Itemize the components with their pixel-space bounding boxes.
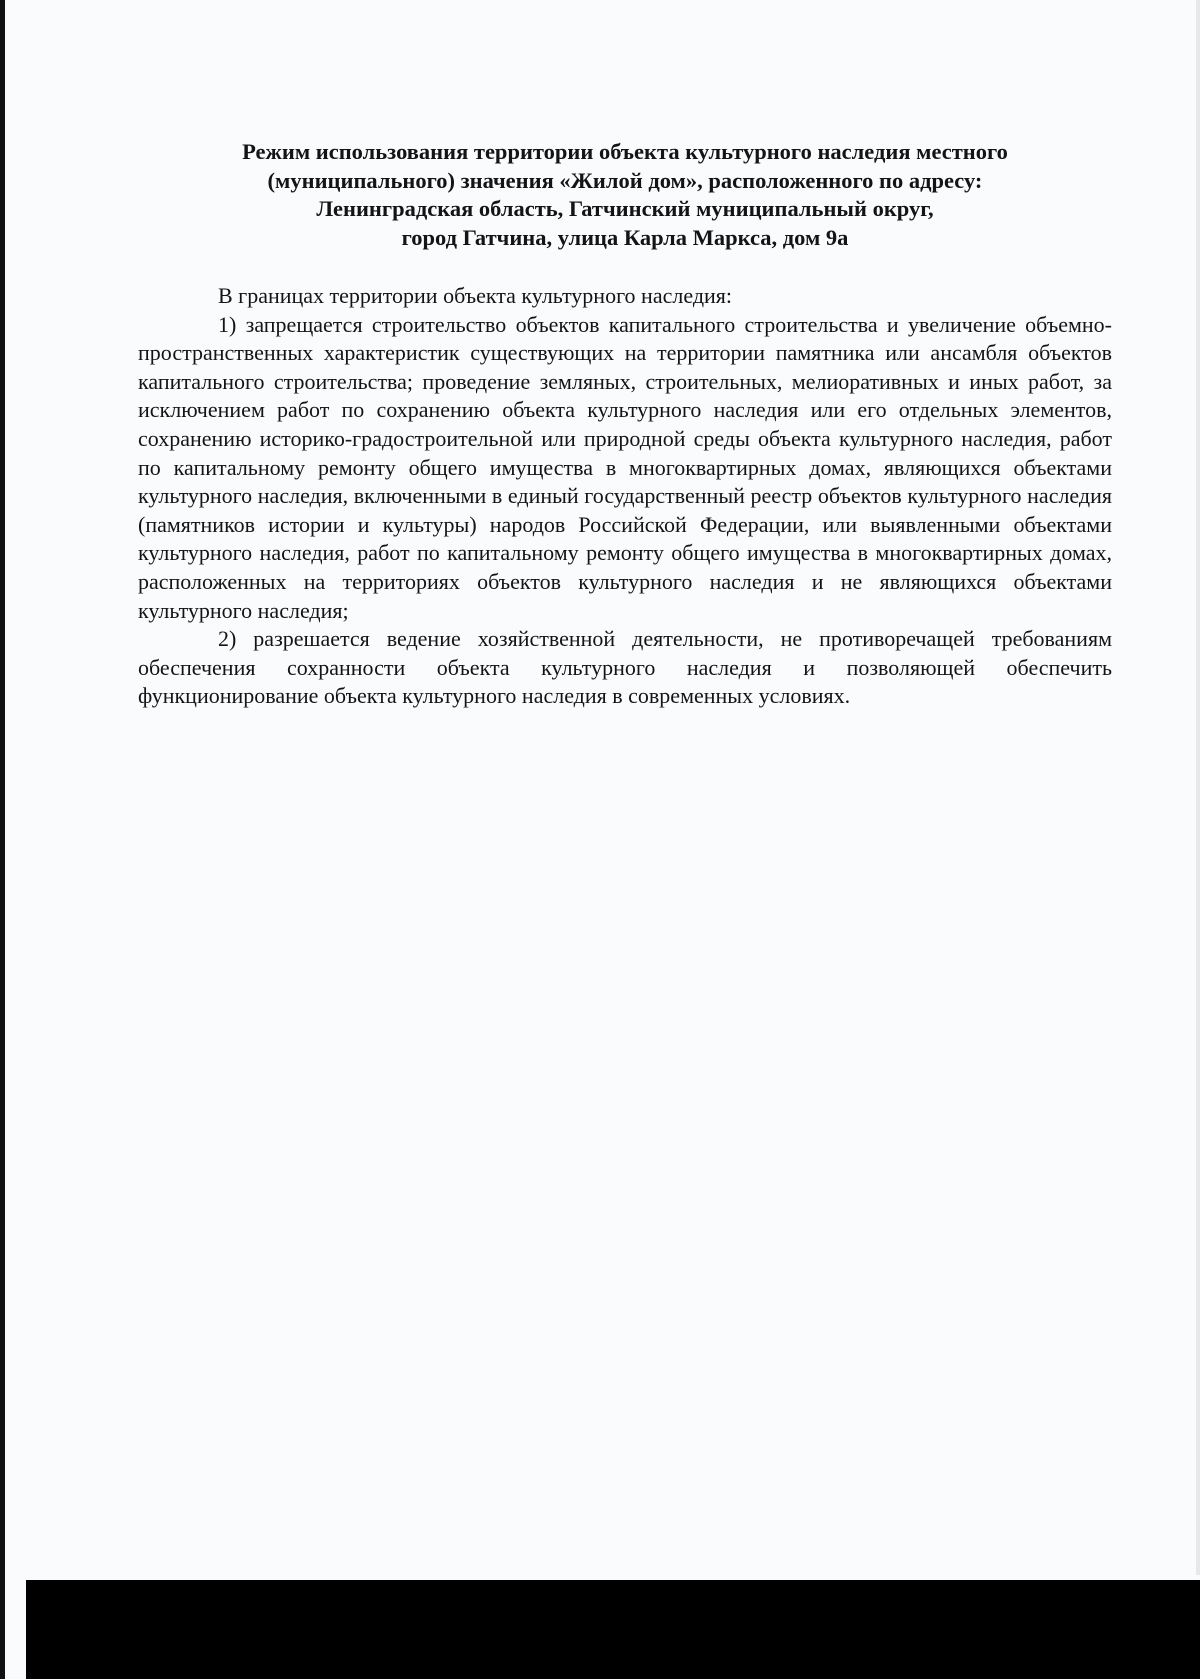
list-item-1: 1) запрещается строительство объектов капитального строительства и увеличение объемно-пространственных характеристик существующих на территории памятника или ансамбля объектов капитального строительства; проведение земляных, строительных, мелиоративных и иных работ, за исключением работ по сохранению объекта культурного наследия или его отдельных элементов, сохранению историко-градостроительной или природной среды объекта культурного наследия, работ по капитальному ремонту общего имущества в многоквартирных домах, являющихся объектами культурного наследия, включенными в единый государственный реестр объектов культурного наследия (памятников истории и культуры) народов Российской Федерации, или выявленными объектами культурного наследия, работ по капитальному ремонту общего имущества в многоквартирных домах, расположенных на территориях объектов культурного наследия и не являющихся объектами культурного наследия;: [138, 311, 1112, 623]
intro-paragraph: В границах территории объекта культурного наследия:: [218, 283, 733, 308]
title-line-3: Ленинградская область, Гатчинский муниципальный округ,: [316, 196, 934, 221]
list-item-2: 2) разрешается ведение хозяйственной деятельности, не противоречащей требованиям обеспечения сохранности объекта культурного наследия и позволяющей обеспечить функционирование объекта культурного наследия в современных условиях.: [138, 626, 1112, 709]
document-title: [138, 138, 1112, 252]
scan-bottom-bar: [26, 1580, 1200, 1679]
title-line-4: город Гатчина, улица Карла Маркса, дом 9а: [401, 224, 849, 250]
title-line-1: Режим использования территории объекта культурного наследия местного: [242, 139, 1008, 164]
scan-edge-right: [1196, 0, 1200, 1575]
document-content: [138, 138, 1112, 711]
title-line-2: (муниципального) значения «Жилой дом», расположенного по адресу:: [267, 167, 983, 193]
scan-edge-left: [0, 0, 5, 1679]
